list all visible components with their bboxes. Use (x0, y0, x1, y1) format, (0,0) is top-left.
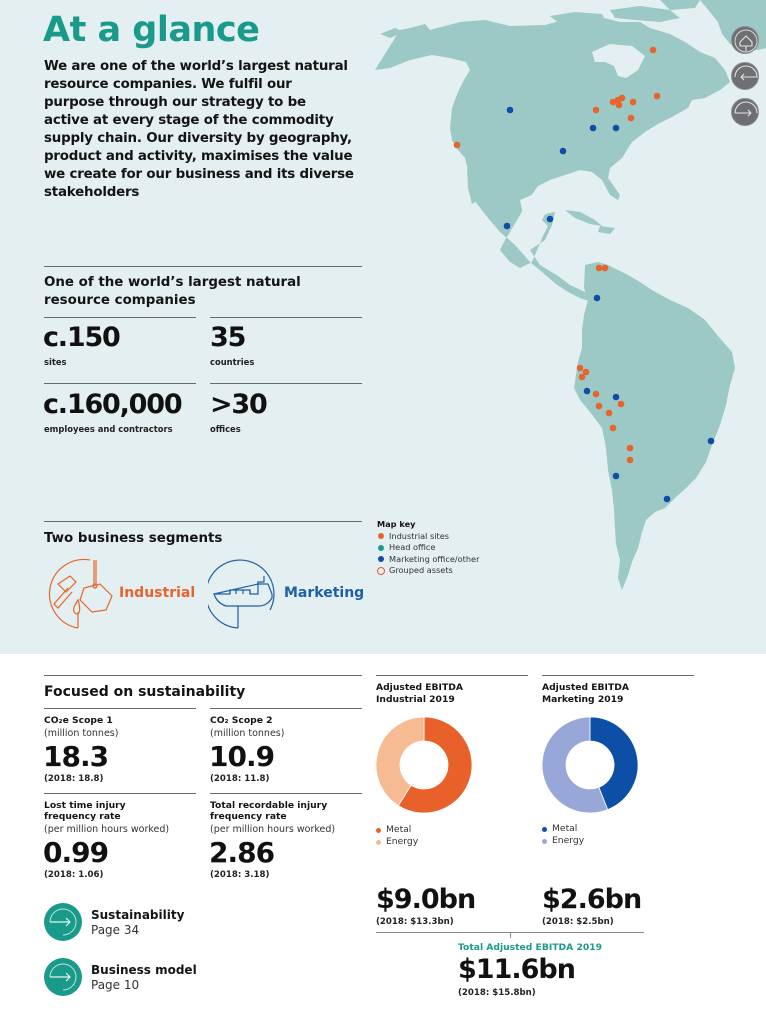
ebitda-industrial-previous: (2018: $13.3bn) (376, 917, 454, 927)
legend-dot-icon (376, 840, 381, 845)
metric-ltifr-title-2: frequency rate (44, 811, 121, 822)
ebitda-marketing-previous: (2018: $2.5bn) (542, 917, 614, 927)
link-title: Sustainability (91, 907, 185, 922)
page-title: At a glance (43, 10, 260, 50)
map-key-label: Grouped assets (389, 565, 453, 575)
ebitda-marketing-value: $2.6bn (542, 884, 642, 915)
metric-trifr-title-2: frequency rate (210, 811, 287, 822)
total-ebitda-value: $11.6bn (458, 954, 575, 985)
industrial-site-marker (610, 425, 617, 432)
industrial-icon (44, 558, 116, 630)
legend-label: Energy (552, 835, 585, 846)
legend-label: Metal (386, 824, 412, 835)
map-key-item (377, 554, 479, 566)
map-key-item (377, 531, 479, 543)
total-bracket-tick (510, 932, 511, 938)
total-ebitda-label: Total Adjusted EBITDA 2019 (458, 942, 603, 953)
industrial-site-marker (619, 95, 626, 102)
stat-countries-label: countries (210, 357, 255, 367)
industrial-site-marker (579, 374, 586, 381)
forward-button[interactable] (731, 98, 759, 126)
link-title: Business model (91, 962, 197, 977)
metric-scope2-title: CO₂ Scope 2 (210, 715, 273, 726)
marketing-office-marker (613, 125, 620, 132)
metric-trifr-title-1: Total recordable injury (210, 800, 328, 811)
arrow-left-icon (732, 63, 760, 91)
map-key-item (377, 542, 479, 554)
link-sustainability[interactable] (44, 903, 184, 941)
ship-icon (208, 558, 280, 630)
industrial-site-marker (628, 115, 635, 122)
marketing-office-dot-icon (378, 556, 384, 562)
divider (44, 317, 196, 318)
ebitda-industrial-title-2: Industrial 2019 (376, 694, 455, 705)
marketing-office-marker (613, 394, 620, 401)
legend-industrial (376, 824, 418, 848)
metric-trifr-unit: (per million hours worked) (210, 824, 336, 835)
industrial-site-marker (454, 142, 461, 149)
divider (542, 675, 694, 676)
segments-heading: Two business segments (44, 531, 223, 546)
industrial-site-marker (627, 445, 634, 452)
metric-ltifr-previous: (2018: 1.06) (44, 870, 104, 880)
metric-scope2-previous: (2018: 11.8) (210, 774, 270, 784)
stat-employees-value: c.160,000 (43, 389, 182, 420)
home-button[interactable] (731, 26, 759, 54)
industrial-site-marker (596, 265, 603, 272)
south-america-landmass (574, 262, 735, 590)
link-page: Page 10 (91, 977, 140, 992)
stat-offices-label: offices (210, 424, 241, 434)
metric-trifr-value: 2.86 (209, 836, 275, 869)
arrow-right-circle-icon (44, 958, 82, 996)
marketing-office-marker (613, 473, 620, 480)
marketing-office-marker (708, 438, 715, 445)
legend-dot-icon (542, 839, 547, 844)
legend-label: Energy (386, 836, 419, 847)
industrial-site-marker (606, 410, 613, 417)
metric-scope1-unit: (million tonnes) (44, 728, 119, 739)
legend-marketing (542, 823, 584, 847)
industrial-site-marker (654, 93, 661, 100)
legend-item (376, 836, 418, 848)
industrial-site-marker (593, 107, 600, 114)
link-business-model[interactable] (44, 958, 197, 996)
ebitda-industrial-value: $9.0bn (376, 884, 476, 915)
divider (210, 383, 362, 384)
ebitda-marketing-title-2: Marketing 2019 (542, 694, 624, 705)
industrial-site-marker (630, 99, 637, 106)
ebitda-marketing-title-1: Adjusted EBITDA (542, 682, 629, 693)
arrow-right-icon (732, 99, 760, 127)
metric-scope1-value: 18.3 (43, 740, 109, 773)
stat-sites-label: sites (44, 357, 67, 367)
map-key-label: Marketing office/other (389, 553, 480, 564)
arrow-right-circle-icon (44, 903, 82, 941)
divider (44, 266, 362, 267)
map-key (377, 519, 479, 577)
marketing-office-marker (590, 125, 597, 132)
divider (210, 317, 362, 318)
map-key-label: Head office (389, 542, 436, 552)
legend-item (542, 823, 584, 835)
marketing-office-marker (584, 388, 591, 395)
divider (210, 793, 362, 794)
marketing-office-marker (594, 295, 601, 302)
metric-ltifr-value: 0.99 (43, 836, 109, 869)
scale-heading: One of the world’s largest natural resource companies (44, 275, 301, 308)
divider (44, 793, 196, 794)
industrial-site-marker (596, 403, 603, 410)
stat-countries-value: 35 (210, 322, 246, 353)
intro-text: We are one of the world’s largest natural resource companies. We fulfil our purpose through our strategy to be active at every stage of the commodity supply chain. Our diversity by geography, product and activity, maximises the value we create for our business and its diverse stakeholders (44, 59, 354, 200)
marketing-office-marker (664, 496, 671, 503)
legend-item (376, 824, 418, 836)
industrial-site-marker (593, 391, 600, 398)
divider (44, 675, 362, 676)
divider (44, 708, 196, 709)
divider (376, 675, 528, 676)
north-america-landmass (375, 17, 730, 302)
segment-marketing-label: Marketing (284, 585, 365, 601)
map-key-title: Map key (377, 519, 416, 529)
legend-label: Metal (552, 823, 578, 834)
legend-item (542, 835, 584, 847)
metric-ltifr-unit: (per million hours worked) (44, 824, 170, 835)
head-office-dot-icon (378, 545, 384, 551)
marketing-office-marker (547, 216, 554, 223)
industrial-site-marker (618, 401, 625, 408)
metric-scope1-title: CO₂e Scope 1 (44, 715, 113, 726)
metric-scope1-previous: (2018: 18.8) (44, 774, 104, 784)
ebitda-industrial-title-1: Adjusted EBITDA (376, 682, 463, 693)
link-page: Page 34 (91, 922, 140, 937)
marketing-office-marker (560, 148, 567, 155)
donut-chart-marketing (541, 716, 639, 814)
metric-scope2-value: 10.9 (209, 740, 275, 773)
industrial-site-marker (602, 265, 609, 272)
metric-trifr-previous: (2018: 3.18) (210, 870, 270, 880)
segment-industrial-label: Industrial (119, 585, 196, 601)
home-icon (732, 27, 760, 55)
metric-scope2-unit: (million tonnes) (210, 728, 285, 739)
divider (210, 708, 362, 709)
legend-dot-icon (542, 827, 547, 832)
divider (44, 521, 362, 522)
stat-sites-value: c.150 (43, 322, 120, 353)
total-ebitda-previous: (2018: $15.8bn) (458, 988, 536, 998)
divider (44, 383, 196, 384)
map-key-item (377, 565, 479, 577)
industrial-site-marker (577, 365, 584, 372)
sustainability-heading: Focused on sustainability (44, 684, 246, 700)
stat-offices-value: >30 (210, 389, 267, 420)
industrial-site-marker (616, 102, 623, 109)
metric-ltifr-title-1: Lost time injury (44, 800, 126, 811)
industrial-site-dot-icon (378, 533, 384, 539)
map-key-label: Industrial sites (389, 530, 450, 541)
industrial-site-marker (627, 457, 634, 464)
industrial-site-marker (650, 47, 657, 54)
back-button[interactable] (731, 62, 759, 90)
donut-chart-industrial (375, 716, 473, 814)
grouped-assets-ring-icon (377, 567, 385, 575)
marketing-office-marker (504, 223, 511, 230)
marketing-office-marker (507, 107, 514, 114)
stat-employees-label: employees and contractors (44, 424, 173, 434)
legend-dot-icon (376, 828, 381, 833)
